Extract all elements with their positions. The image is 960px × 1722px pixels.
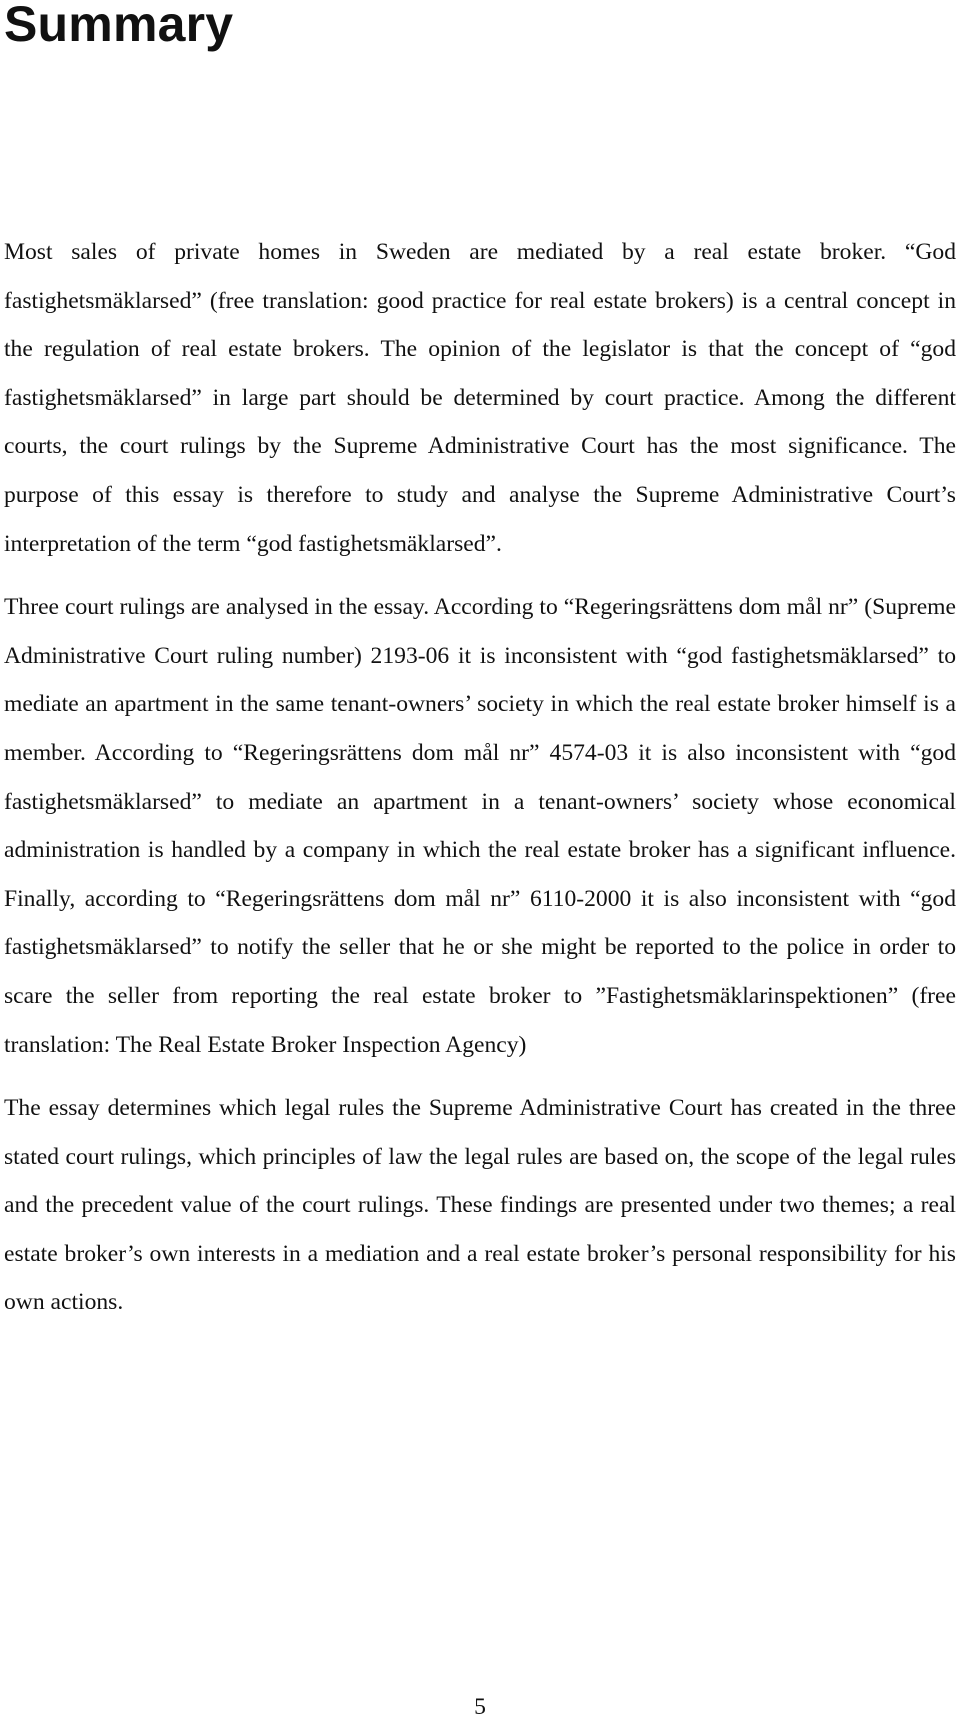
paragraph-court-rulings: Three court rulings are analysed in the essay. According to “Regeringsrättens dom mål nr” (Supreme Administrative Court ruling number) 2193-06 it is inconsistent with “god fastighetsmäklarsed” to mediate an apartment in the same tenant-owners’ society in which the real estate broker himself is a member. According to “Regeringsrättens dom mål nr” 4574-03 it is also inconsistent with “god fastighetsmäklarsed” to mediate an apartment in a tenant-owners’ society whose economical administration is handled by a company in which the real estate broker has a significant influence. Finally, according to “Regeringsrättens dom mål nr” 6110-2000 it is also inconsistent with “god fastighetsmäklarsed” to notify the seller that he or she might be reported to the police in order to scare the seller from reporting the real estate broker to ”Fastighetsmäklarinspektionen” (free translation: The Real Estate Broker Inspection Agency) <box>4 594 956 1058</box>
page-number: 5 <box>474 1694 486 1720</box>
paragraph-conclusions: The essay determines which legal rules the Supreme Administrative Court has created in the three stated court rulings, which principles of law the legal rules are based on, the scope of the legal rules and the precedent value of the court rulings. These findings are presented under two themes; a real estate broker’s own interests in a mediation and a real estate broker’s personal responsibility for his own actions. <box>4 1095 956 1316</box>
summary-body <box>4 228 956 1342</box>
paragraph-intro: Most sales of private homes in Sweden are mediated by a real estate broker. “God fastighetsmäklarsed” (free translation: good practice for real estate brokers) is a central concept in the regulation of real estate brokers. The opinion of the legislator is that the concept of “god fastighetsmäklarsed” in large part should be determined by court practice. Among the different courts, the court rulings by the Supreme Administrative Court has the most significance. The purpose of this essay is therefore to study and analyse the Supreme Administrative Court’s interpretation of the term “god fastighetsmäklarsed”. <box>4 239 956 557</box>
page-heading: Summary <box>4 0 234 52</box>
